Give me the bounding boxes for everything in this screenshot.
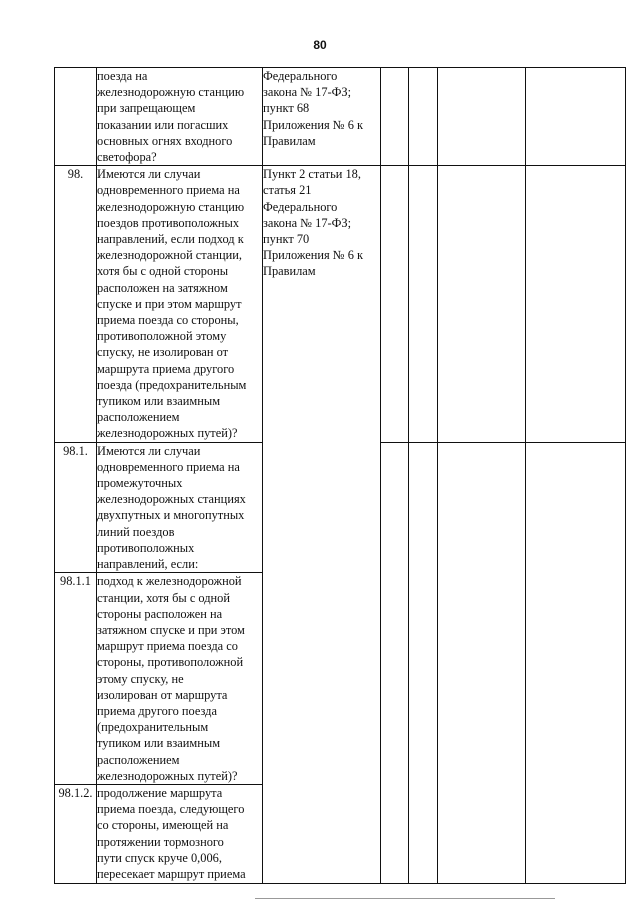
- answer-no-cell: [409, 68, 438, 166]
- reference-cell: Федерального закона № 17-ФЗ; пункт 68 Приложения № 6 к Правилам: [263, 68, 381, 166]
- question-cell: поезда на железнодорожную станцию при запрещающем показании или погасших основных огнях входного светофора?: [97, 68, 263, 166]
- notes-cell: [526, 68, 626, 166]
- question-cell: Имеются ли случаи одновременного приема на железнодорожную станцию поездов противоположных направлений, если подход к железнодорожной станции, хотя бы с одной стороны расположен на затяжном спуске и при этом маршрут приема поезда со стороны, противоположной этому спуску, не изолирован от маршрута приема другого поезда (предохранительным тупиком или взаимным расположением железнодорожных путей)?: [97, 166, 263, 442]
- item-number: 98.: [55, 166, 97, 442]
- answer-na-cell: [438, 68, 526, 166]
- page-number: 80: [313, 38, 327, 52]
- notes-cell: [526, 166, 626, 442]
- answer-na-cell: [438, 442, 526, 883]
- question-cell: подход к железнодорожной станции, хотя бы с одной стороны расположен на затяжном спуске и при этом маршрут приема поезда со стороны, противоположной этому спуску, не изолирован от маршрута приема другого поезда (предохранительным тупиком или взаимным расположением железнодорожных путей)?: [97, 573, 263, 785]
- answer-yes-cell: [381, 68, 409, 166]
- question-cell: продолжение маршрута приема поезда, следующего со стороны, имеющей на протяжении тормозного пути спуск круче 0,006, пересекает маршрут приема: [97, 784, 263, 883]
- item-number: 98.1.1: [55, 573, 97, 785]
- checklist-table: [54, 67, 626, 884]
- table-row: [55, 68, 626, 166]
- answer-yes-cell: [381, 442, 409, 883]
- answer-no-cell: [409, 166, 438, 442]
- answer-no-cell: [409, 442, 438, 883]
- item-number: [55, 68, 97, 166]
- table-row: [55, 166, 626, 442]
- answer-na-cell: [438, 166, 526, 442]
- scan-edge-line: [255, 898, 555, 899]
- answer-yes-cell: [381, 166, 409, 442]
- item-number: 98.1.2.: [55, 784, 97, 883]
- reference-cell: Пункт 2 статьи 18, статья 21 Федерального закона № 17-ФЗ; пункт 70 Приложения № 6 к Правилам: [263, 166, 381, 884]
- question-cell: Имеются ли случаи одновременного приема на промежуточных железнодорожных станциях двухпутных и многопутных линий поездов противоположных направлений, если:: [97, 442, 263, 573]
- notes-cell: [526, 442, 626, 883]
- item-number: 98.1.: [55, 442, 97, 573]
